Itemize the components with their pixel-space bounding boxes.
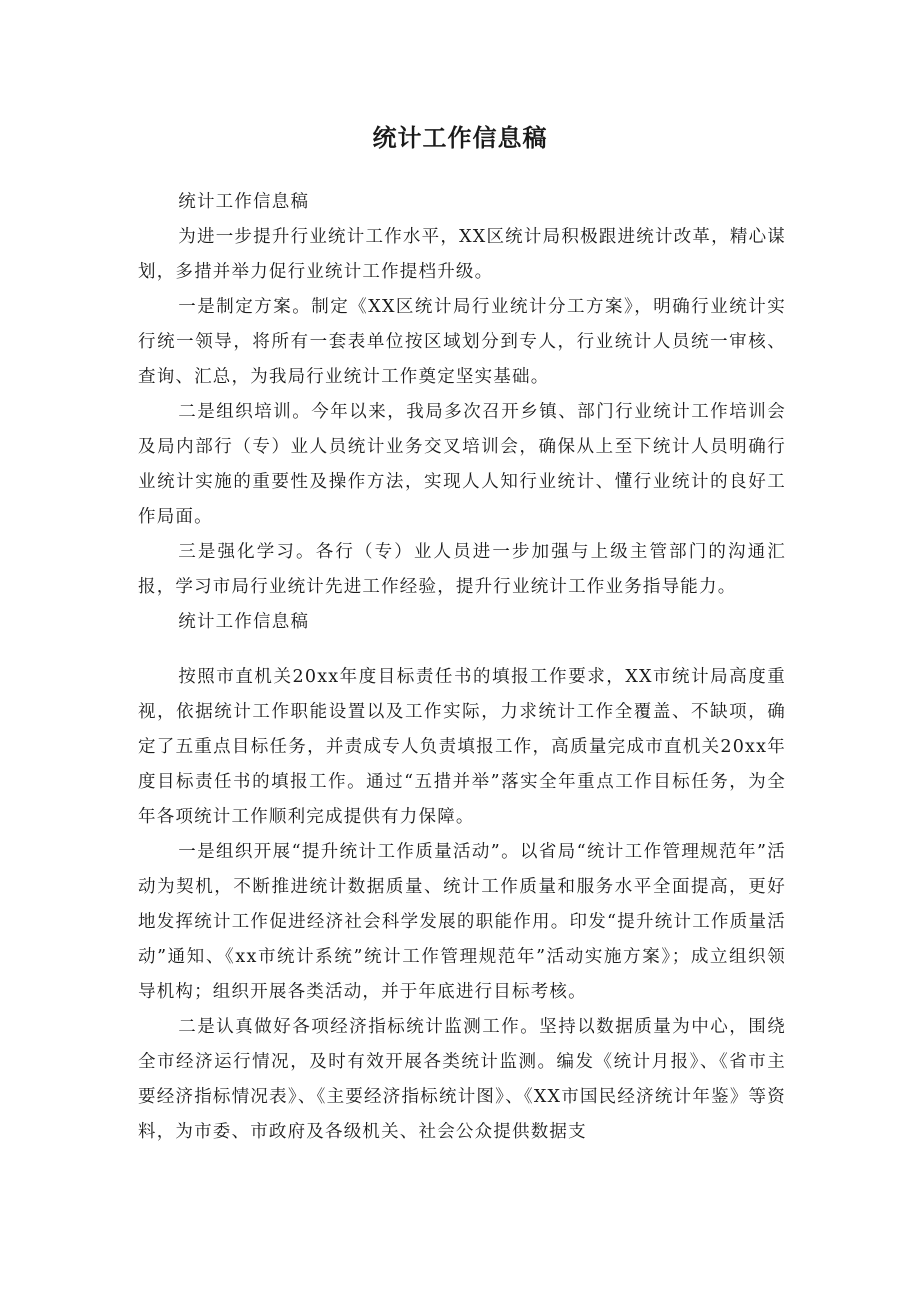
section-2 xyxy=(138,660,786,1150)
paragraph: 二是认真做好各项经济指标统计监测工作。坚持以数据质量为中心，围绕全市经济运行情况，及时有效开展各类统计监测。编发《统计月报》、《省市主要经济指标情况表》、《主要经济指标统计图》、《XX市国民经济统计年鉴》等资料，为市委、市政府及各级机关、社会公众提供数据支 xyxy=(138,1017,786,1142)
section-subtitle: 统计工作信息稿 xyxy=(178,192,310,212)
paragraph: 三是强化学习。各行（专）业人员进一步加强与上级主管部门的沟通汇报，学习市局行业统计先进工作经验，提升行业统计工作业务指导能力。 xyxy=(138,542,786,597)
paragraph: 一是组织开展“提升统计工作质量活动”。以省局“统计工作管理规范年”活动为契机，不断推进统计数据质量、统计工作质量和服务水平全面提高，更好地发挥统计工作促进经济社会科学发展的职能作用。印发“提升统计工作质量活动”通知、《xx市统计系统”统计工作管理规范年”活动实施方案》；成立组织领导机构；组织开展各类活动，并于年底进行目标考核。 xyxy=(138,842,786,1002)
paragraph: 为进一步提升行业统计工作水平，XX区统计局积极跟进统计改革，精心谋划，多措并举力促行业统计工作提档升级。 xyxy=(138,227,786,282)
document-title: 统计工作信息稿 xyxy=(372,124,548,152)
section-1 xyxy=(138,185,786,640)
paragraph: 二是组织培训。今年以来，我局多次召开乡镇、部门行业统计工作培训会及局内部行（专）业人员统计业务交叉培训会，确保从上至下统计人员明确行业统计实施的重要性及操作方法，实现人人知行业统计、懂行业统计的良好工作局面。 xyxy=(138,402,786,527)
section-closing-label: 统计工作信息稿 xyxy=(178,612,310,632)
paragraph: 按照市直机关20xx年度目标责任书的填报工作要求，XX市统计局高度重视，依据统计工作职能设置以及工作实际，力求统计工作全覆盖、不缺项，确定了五重点目标任务，并责成专人负责填报工作，高质量完成市直机关20xx年度目标责任书的填报工作。通过“五措并举”落实全年重点工作目标任务，为全年各项统计工作顺利完成提供有力保障。 xyxy=(138,667,786,827)
paragraph: 一是制定方案。制定《XX区统计局行业统计分工方案》，明确行业统计实行统一领导，将所有一套表单位按区域划分到专人，行业统计人员统一审核、查询、汇总，为我局行业统计工作奠定坚实基础。 xyxy=(138,297,786,387)
